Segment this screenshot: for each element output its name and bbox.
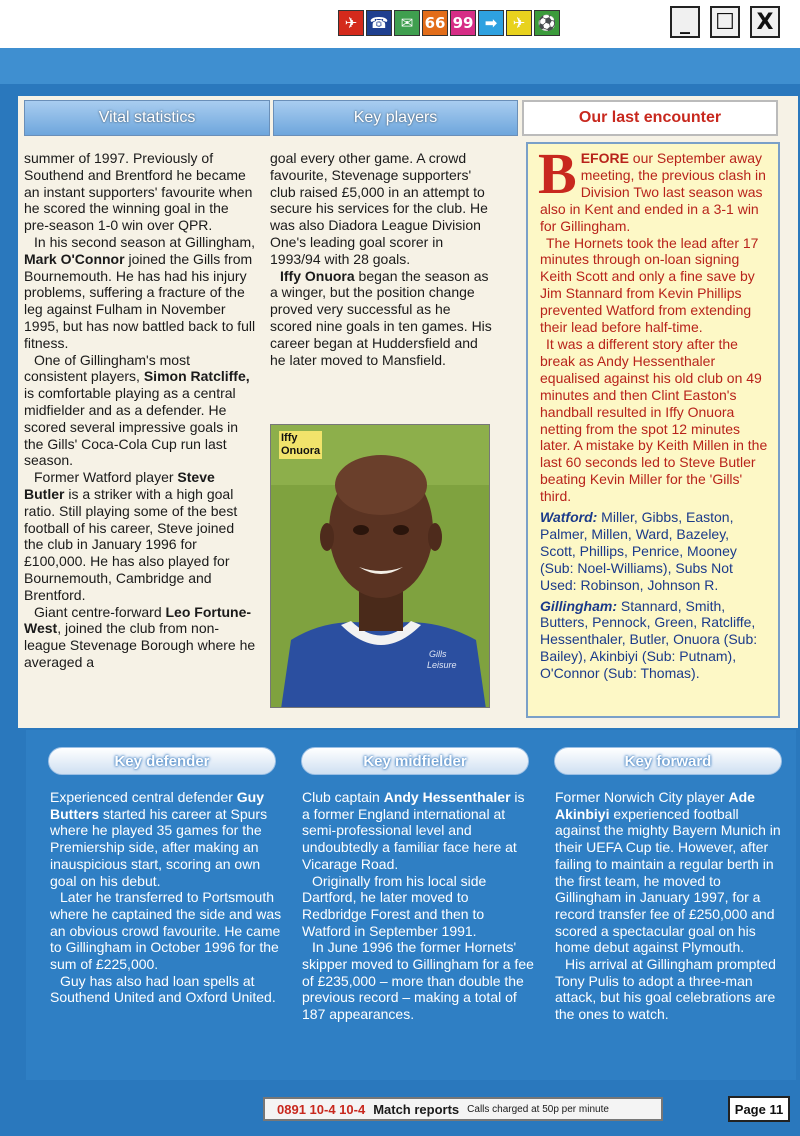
tab-our-last-encounter[interactable]: Our last encounter — [522, 100, 778, 136]
shirt-sponsor-text-1: Gills — [429, 649, 447, 659]
match-reports-banner — [263, 1097, 663, 1121]
text: Stannard, Smith, Butters, Pennock, Green, Ratcliffe, Hessenthaler, Butler, Onuora (Sub: Bailey), Akinbiyi (Sub: Putnam), O'Connor (Sub: Thomas). — [540, 597, 758, 682]
paragraph — [50, 789, 282, 889]
close-button[interactable]: X — [750, 6, 780, 38]
maximize-button[interactable]: ☐ — [710, 6, 740, 38]
paragraph — [270, 268, 492, 369]
tab-key-players[interactable]: Key players — [273, 100, 518, 136]
player-name: Guy Butters — [50, 789, 265, 822]
paper-plane-icon[interactable]: ✈ — [338, 10, 364, 36]
photo-caption — [279, 431, 322, 459]
player-name: Iffy Onuora — [280, 267, 355, 284]
player-photo — [270, 424, 490, 708]
key-forward-heading: Key forward — [554, 747, 782, 775]
paragraph: Later he transferred to Portsmouth where he captained the side and was an obvious crowd favourite. He came to Gillingham in October 1996 for the sum of £225,000. — [50, 889, 282, 973]
shirt-sponsor-text-2: Leisure — [427, 660, 457, 670]
text: Experienced central defender — [50, 789, 237, 805]
paragraph — [24, 234, 256, 352]
text: started his career at Spurs where he played 35 games for the Premiership side, after making an inauspicious start, scoring an own goal on his debut. — [50, 805, 268, 889]
match-reports-label: Match reports — [373, 1101, 460, 1117]
player-name: Steve Butler — [24, 469, 215, 502]
text: Former Watford player — [34, 469, 178, 486]
text: began the season as a winger, but the position change proved very successful as he scored nine goals in ten games. His career began at Huddersfield and he later moved to Mansfield. — [270, 267, 492, 368]
paragraph — [538, 141, 768, 235]
nav-icon-strip — [338, 10, 560, 36]
quote-close-icon[interactable]: 99 — [450, 10, 476, 36]
text: joined the Gills from Bournemouth. He has had his injury problems, suffering a fracture of the leg against Fulham in November 1995, but has now battled back to full fitness. — [24, 250, 256, 351]
text: experienced football against the mighty Bayern Munich in their UEFA Cup tie. However, after failing to maintain a regular berth in the first team, he moved to Gillingham in January 1997, for a record transfer fee of £250,000 and scored a spectacular goal on his home debut against Plymouth. — [555, 805, 781, 956]
gillingham-lineup — [540, 598, 768, 683]
player-name: Andy Hessenthaler — [383, 789, 511, 805]
text: Former Norwich City player — [555, 789, 729, 805]
football-icon[interactable]: ⚽ — [534, 10, 560, 36]
paragraph — [555, 789, 785, 956]
team-label: Watford: — [540, 509, 598, 526]
paragraph — [302, 789, 534, 873]
text: our September away meeting, the previous clash in Division Two last season was also in Kent and ended in a 3-1 win for Gillingham. — [540, 150, 766, 234]
player-name: Mark O'Connor — [24, 250, 125, 267]
envelope-icon[interactable]: ✉ — [394, 10, 420, 36]
middle-article-column — [270, 150, 492, 368]
paragraph: summer of 1997. Previously of Southend and Brentford he became an instant supporters' favourite when he scored the winning goal in the pre-season 1-0 win over QPR. — [24, 150, 253, 234]
text: , joined the club from non-league Stevenage Borough where he averaged a — [24, 620, 256, 670]
player-name: Ade Akinbiyi — [555, 789, 755, 822]
watford-lineup — [540, 509, 768, 594]
left-article-column — [24, 150, 256, 671]
text: Giant centre-forward — [34, 603, 166, 620]
caption-line: Iffy — [281, 432, 298, 444]
arrow-right-icon[interactable]: ➡ — [478, 10, 504, 36]
player-name: Leo Fortune-West — [24, 603, 252, 637]
key-midfielder-column — [302, 789, 534, 1023]
paragraph — [24, 469, 256, 603]
last-encounter-box — [526, 142, 780, 718]
key-defender-heading: Key defender — [48, 747, 276, 775]
text: In his second season at Gillingham, — [34, 233, 256, 250]
text: EFORE — [580, 150, 629, 166]
airplane-icon[interactable]: ✈ — [506, 10, 532, 36]
caption-line: Onuora — [281, 445, 321, 457]
call-charge-note: Calls charged at 50p per minute — [467, 1103, 609, 1115]
text: Club captain — [302, 789, 384, 805]
key-defender-column — [50, 789, 282, 1006]
key-forward-column — [555, 789, 785, 1023]
text: One of Gillingham's most consistent players, — [24, 351, 190, 385]
telephone-icon[interactable]: ☎ — [366, 10, 392, 36]
drop-cap: B — [538, 141, 577, 206]
paragraph: Originally from his local side Dartford, he later moved to Redbridge Forest and then to Watford in September 1991. — [302, 872, 487, 939]
top-toolbar — [0, 0, 800, 48]
header-band — [0, 48, 800, 84]
paragraph: Guy has also had loan spells at Southend United and Oxford United. — [50, 972, 276, 1006]
paragraph — [24, 352, 256, 470]
paragraph: The Hornets took the lead after 17 minutes through on-loan signing Keith Scott and only a fine save by Jim Stannard from Kevin Phillips prevented Watford from extending their lead before half-time. — [540, 234, 759, 336]
text: Miller, Gibbs, Easton, Palmer, Millen, Ward, Bazeley, Scott, Phillips, Penrice, Mooney (Sub: Noel-Williams), Subs Not Used: Robinson, Johnson R. — [540, 509, 737, 593]
paragraph: His arrival at Gillingham prompted Tony Pulis to adopt a three-man attack, but his goal celebrations are the ones to watch. — [555, 956, 776, 1023]
player-portrait-image — [271, 425, 490, 708]
minimize-button[interactable]: _ — [670, 6, 700, 38]
paragraph: goal every other game. A crowd favourite, Stevenage supporters' club raised £5,000 in an attempt to secure his services for the club. He was also Diadora League Division One's leading goal scorer in 1993/94 with 28 goals. — [270, 150, 488, 267]
phone-number: 0891 10-4 10-4 — [277, 1101, 366, 1117]
page-number: Page 11 — [728, 1096, 790, 1122]
paragraph: It was a different story after the break as Andy Hessenthaler equalised against his old club on 49 minutes and then Clint Easton's handball resulted in Iffy Onuora netting from the spot 12 minutes later. A mistake by Keith Millen in the last 60 seconds led to Steve Butler beating Kevin Miller for the 'Gills' third. — [540, 335, 768, 505]
text: is comfortable playing as a central midfielder and as a defender. He scored several impressive goals in the Gills' Coca-Cola Cup run last season. — [24, 385, 238, 469]
quote-open-icon[interactable]: 66 — [422, 10, 448, 36]
text: is a striker with a high goal ratio. Still playing some of the best football of his career, Steve joined the club in January 1996 for £100,000. He has also played for Bournemouth, Cambridge and Brentford. — [24, 485, 238, 603]
team-label: Gillingham: — [540, 597, 617, 614]
key-midfielder-heading: Key midfielder — [301, 747, 529, 775]
paragraph — [24, 604, 256, 671]
text: is a former England international at semi-professional level and undoubtedly a familiar face here at Vicarage Road. — [302, 789, 525, 872]
player-name: Simon Ratcliffe, — [143, 368, 250, 385]
paragraph: In June 1996 the former Hornets' skipper moved to Gillingham for a fee of £235,000 – more than double the previous record – making a total of 187 appearances. — [302, 939, 534, 1023]
tab-vital-statistics[interactable]: Vital statistics — [24, 100, 270, 136]
